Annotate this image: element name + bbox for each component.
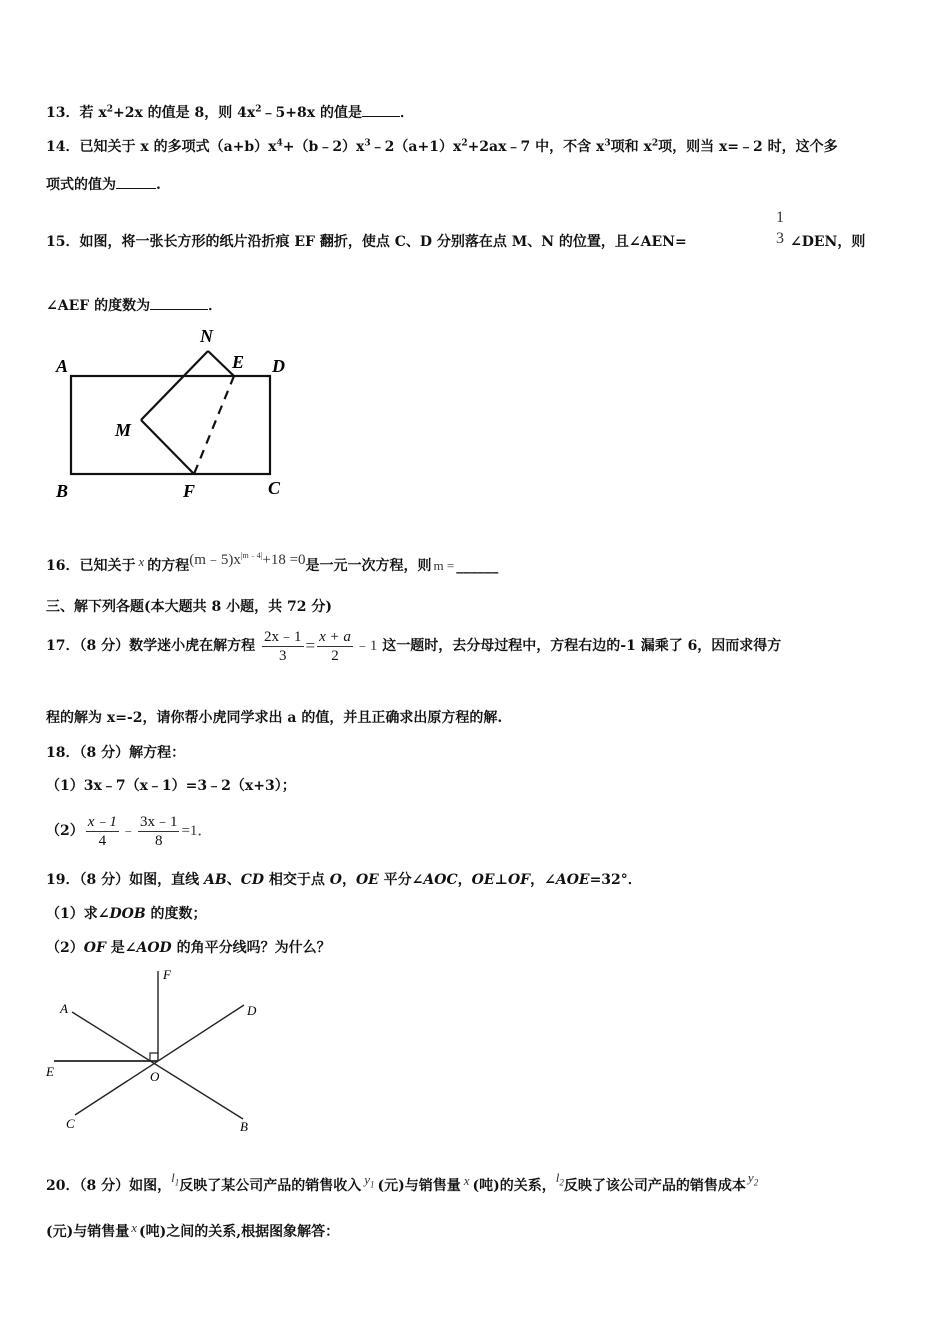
- label-b: B: [240, 1119, 248, 1134]
- label-a: A: [56, 356, 69, 376]
- line-cd: [75, 1005, 244, 1115]
- intersecting-lines-figure: [40, 965, 270, 1140]
- label-d: D: [247, 1003, 257, 1018]
- question-18: 18．（8 分）解方程：: [46, 745, 186, 761]
- question-number: 13．: [46, 105, 80, 121]
- right-angle-mark: [150, 1053, 158, 1061]
- question-20-line2: (元)与销售量 x (吨)之间的关系,根据图象解答：: [46, 1220, 340, 1240]
- label-f: F: [183, 481, 196, 501]
- question-number: 18．: [46, 745, 80, 761]
- question-19-part1: （1）求∠DOB 的度数；: [46, 906, 207, 922]
- fraction-lhs: $\frac{2x﹣1}{3}$: [263, 628, 302, 664]
- question-14: 14．已知关于 x 的多项式$(a+b)x^4+(b﹣2)x^3﹣2(a+1)x^2+2ax﹣7$ 中，不含 $x^3$项和 $x^2$项，则当 x=﹣2 时，这个多: [46, 138, 838, 155]
- question-20: 20．（8 分）如图，$l_1$反映了某公司产品的销售收入 $y_1$ (元)与销售量 x (吨)的关系，$l_2$反映了该公司产品的销售成本$y_2$: [46, 1170, 759, 1194]
- label-f: F: [163, 967, 171, 982]
- question-14-line2: 项式的值为 .: [46, 174, 161, 195]
- fraction-rhs: $\frac{x + a}{2}$: [319, 628, 351, 664]
- question-number: 19．: [46, 872, 80, 888]
- question-number: 20．: [46, 1178, 80, 1194]
- answer-blank[interactable]: [116, 174, 156, 189]
- question-16: 16．已知关于 x 的方程$(m﹣5)x^{|m﹣4|}+18 =0$是一元一次方程，则 m = ______: [46, 551, 499, 574]
- label-e: E: [46, 1064, 54, 1079]
- answer-blank[interactable]: [150, 295, 208, 310]
- question-number: 15．: [46, 234, 80, 250]
- label-o: O: [150, 1069, 160, 1084]
- segment-mf: [141, 420, 194, 474]
- label-b: B: [56, 481, 69, 501]
- question-number: 16．: [46, 558, 80, 574]
- question-19-part2: （2）OF 是∠AOD 的角平分线吗？为什么？: [46, 940, 331, 956]
- fraction-one-third: 1 3: [776, 209, 784, 247]
- question-19: 19．（8 分）如图，直线 AB、CD 相交于点 O，OE 平分∠AOC，OE⊥OF，∠AOE=32°．: [46, 872, 642, 888]
- section-3-heading: 三、解下列各题(本大题共 8 小题，共 72 分): [46, 599, 332, 615]
- label-n: N: [200, 326, 213, 346]
- label-c: C: [66, 1116, 75, 1131]
- question-15-tail: ∠DEN，则: [790, 234, 866, 250]
- fraction-1: $\frac{x﹣1}{4}$: [87, 813, 117, 849]
- question-number: 17．: [46, 638, 80, 654]
- answer-blank[interactable]: [362, 102, 400, 117]
- question-15-line2: ∠AEF 的度数为 ．: [46, 295, 222, 316]
- label-m: M: [115, 420, 132, 440]
- label-e: E: [232, 352, 245, 372]
- question-17-line2: 程的解为 x=-2，请你帮小虎同学求出 a 的值，并且正确求出原方程的解.: [46, 710, 503, 726]
- segment-mn: [141, 351, 208, 420]
- question-18-part1: （1）3x﹣7（x﹣1）=3﹣2（x+3）；: [46, 778, 296, 794]
- label-d: D: [272, 356, 285, 376]
- question-18-part2: （2） $\frac{x﹣1}{4}$ ﹣ $\frac{3x﹣1}{8}$ =1．: [46, 813, 213, 849]
- answer-blank[interactable]: ______: [456, 558, 499, 574]
- fraction-2: $\frac{3x﹣1}{8}$: [139, 813, 178, 849]
- segment-ne: [208, 351, 234, 376]
- fold-line-ef: [194, 376, 234, 474]
- equation-16: $(m﹣5)x^{|m﹣4|}+18 =0$: [189, 551, 306, 568]
- question-15: 15．如图，将一张长方形的纸片沿折痕 EF 翻折，使点 C、D 分别落在点 M、N 的位置，且∠AEN=: [46, 234, 687, 250]
- label-c: C: [268, 478, 281, 498]
- folded-rectangle-figure: [40, 320, 310, 505]
- question-17: 17．（8 分）数学迷小虎在解方程 $\frac{2x﹣1}{3}$ = $\frac{x + a}{2}$ ﹣1 这一题时，去分母过程中，方程右边的-1 漏乘了 6，因而求得方: [46, 628, 782, 664]
- question-number: 14．: [46, 139, 80, 155]
- question-13: 13．若 $x^2+2x$ 的值是 8，则 $4x^2﹣5+8x$ 的值是 ．: [46, 102, 414, 123]
- label-a: A: [60, 1001, 68, 1016]
